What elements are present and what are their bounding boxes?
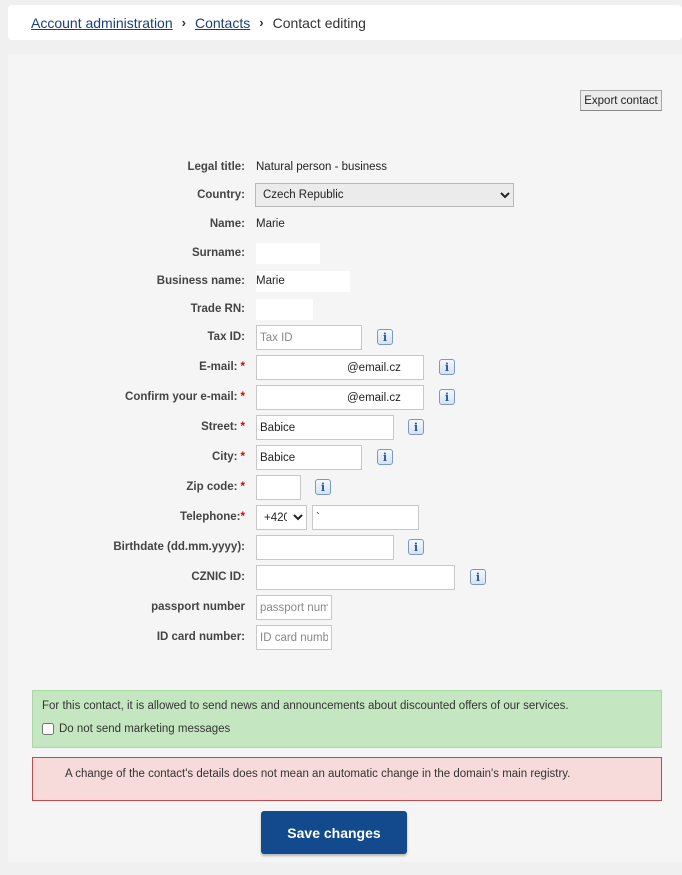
zip-required-mark: * bbox=[240, 481, 245, 493]
city-label-text: City: bbox=[211, 451, 238, 463]
breadcrumb bbox=[8, 5, 682, 40]
breadcrumb-separator: › bbox=[181, 15, 186, 30]
city-info-icon[interactable]: i bbox=[377, 449, 393, 465]
telephone-label-text: Telephone: bbox=[180, 511, 241, 523]
name-value: Marie bbox=[256, 218, 285, 230]
export-contact-button[interactable]: Export contact bbox=[580, 90, 662, 111]
registry-warning-text: A change of the contact's details does not mean an automatic change in the domain's main registry. bbox=[65, 768, 571, 780]
cznic-id-row bbox=[8, 565, 682, 589]
birthdate-row bbox=[8, 535, 682, 559]
marketing-opt-out-checkbox[interactable] bbox=[42, 723, 54, 735]
marketing-consent-text: For this contact, it is allowed to send news and announcements about discounted offers of our services. bbox=[42, 700, 569, 712]
id-card-label: ID card number: bbox=[156, 631, 245, 643]
zip-label-text: Zip code: bbox=[186, 481, 238, 493]
city-label bbox=[212, 445, 245, 469]
zip-input[interactable] bbox=[256, 475, 301, 500]
email-required-mark: * bbox=[240, 361, 245, 373]
business-name-value-box bbox=[256, 271, 350, 292]
country-label: Country: bbox=[197, 189, 245, 201]
trade-rn-label: Trade RN: bbox=[190, 303, 245, 315]
zip-row bbox=[8, 475, 682, 499]
breadcrumb-current: Contact editing bbox=[272, 14, 366, 31]
street-required-mark: * bbox=[240, 421, 245, 433]
passport-label: passport number bbox=[151, 601, 245, 613]
cznic-id-info-icon[interactable]: i bbox=[470, 569, 486, 585]
email-row bbox=[8, 355, 682, 379]
confirm-email-required-mark: * bbox=[240, 391, 245, 403]
telephone-prefix-select[interactable] bbox=[256, 505, 307, 530]
tax-id-input[interactable] bbox=[256, 325, 362, 350]
confirm-email-info-icon[interactable]: i bbox=[439, 389, 455, 405]
telephone-row bbox=[8, 505, 682, 529]
street-label bbox=[201, 415, 245, 439]
email-info-icon[interactable]: i bbox=[439, 359, 455, 375]
cznic-id-label: CZNIC ID: bbox=[191, 571, 245, 583]
id-card-input[interactable] bbox=[256, 625, 332, 650]
country-row bbox=[8, 183, 682, 207]
confirm-email-label bbox=[125, 385, 245, 409]
registry-warning-box bbox=[32, 757, 662, 801]
trade-rn-value-box bbox=[256, 299, 313, 320]
zip-label bbox=[186, 475, 245, 499]
telephone-required-mark: * bbox=[240, 511, 245, 523]
street-row bbox=[8, 415, 682, 439]
passport-row bbox=[8, 595, 682, 619]
telephone-label bbox=[180, 505, 245, 529]
legal-title-row bbox=[8, 155, 682, 179]
surname-value-box bbox=[256, 243, 320, 264]
marketing-opt-out[interactable] bbox=[42, 723, 230, 735]
breadcrumb-separator: › bbox=[259, 15, 264, 30]
legal-title-label: Legal title: bbox=[187, 161, 245, 173]
city-row bbox=[8, 445, 682, 469]
city-input[interactable] bbox=[256, 445, 362, 470]
email-label-text: E-mail: bbox=[199, 361, 238, 373]
street-info-icon[interactable]: i bbox=[408, 419, 424, 435]
business-name-value: Marie bbox=[256, 275, 285, 287]
surname-label: Surname: bbox=[191, 247, 245, 259]
telephone-input[interactable] bbox=[312, 505, 419, 530]
save-changes-button[interactable]: Save changes bbox=[261, 811, 407, 854]
trade-rn-row bbox=[8, 297, 682, 321]
tax-id-label: Tax ID: bbox=[207, 331, 245, 343]
confirm-email-row bbox=[8, 385, 682, 409]
tax-id-row bbox=[8, 325, 682, 349]
street-input[interactable] bbox=[256, 415, 394, 440]
email-input[interactable] bbox=[256, 355, 424, 380]
surname-row bbox=[8, 241, 682, 265]
passport-input[interactable] bbox=[256, 595, 332, 620]
id-card-row bbox=[8, 625, 682, 649]
marketing-opt-out-label[interactable]: Do not send marketing messages bbox=[59, 723, 231, 735]
marketing-consent-box bbox=[32, 690, 662, 748]
breadcrumb-contacts[interactable]: Contacts bbox=[194, 14, 251, 31]
birthdate-info-icon[interactable]: i bbox=[408, 539, 424, 555]
confirm-email-input[interactable] bbox=[256, 385, 424, 410]
business-name-label: Business name: bbox=[156, 275, 245, 287]
name-label: Name: bbox=[209, 218, 245, 230]
birthdate-label: Birthdate (dd.mm.yyyy): bbox=[113, 541, 245, 553]
zip-info-icon[interactable]: i bbox=[315, 479, 331, 495]
birthdate-input[interactable] bbox=[256, 535, 394, 560]
breadcrumb-account-administration[interactable]: Account administration bbox=[31, 14, 173, 31]
legal-title-value: Natural person - business bbox=[256, 161, 388, 173]
email-label bbox=[199, 355, 245, 379]
name-row bbox=[8, 212, 682, 236]
cznic-id-input[interactable] bbox=[256, 565, 455, 590]
country-select[interactable] bbox=[255, 183, 514, 207]
city-required-mark: * bbox=[240, 451, 245, 463]
street-label-text: Street: bbox=[201, 421, 238, 433]
confirm-email-label-text: Confirm your e-mail: bbox=[125, 391, 238, 403]
contact-edit-panel bbox=[8, 54, 682, 862]
business-name-row bbox=[8, 269, 682, 293]
tax-id-info-icon[interactable]: i bbox=[377, 329, 393, 345]
